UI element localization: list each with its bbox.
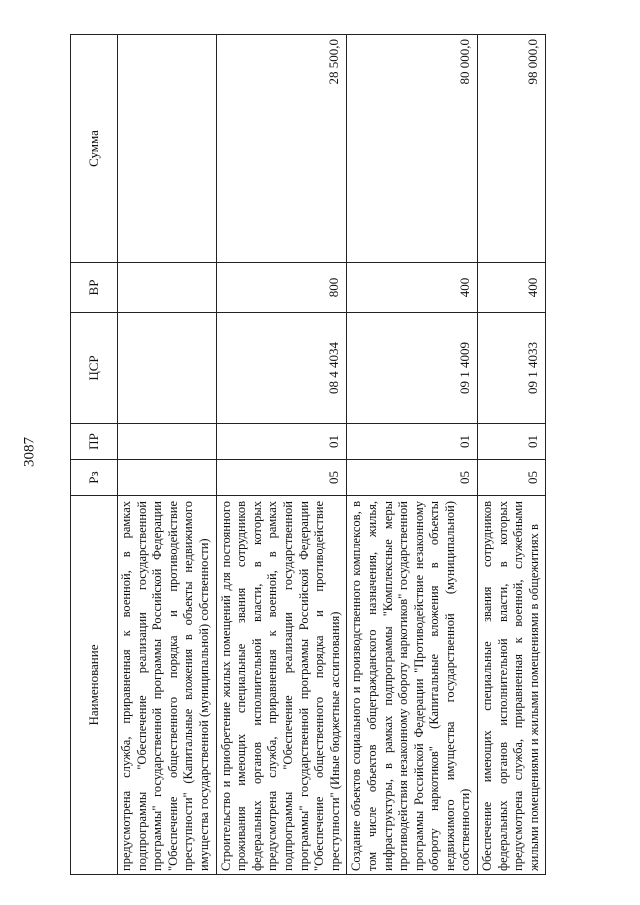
- row-vr: 800: [216, 263, 347, 313]
- row-pr: 01: [347, 424, 478, 460]
- row-rz: [118, 460, 217, 496]
- table-row: [347, 35, 478, 875]
- row-vr: 400: [478, 263, 546, 313]
- row-sum: 28 500,0: [216, 35, 347, 263]
- header-pr: ПР: [71, 424, 118, 460]
- row-csr: 09 1 4033: [478, 313, 546, 424]
- row-sum: [118, 35, 217, 263]
- header-vr: ВР: [71, 263, 118, 313]
- rotated-page: [70, 35, 615, 875]
- row-pr: 01: [478, 424, 546, 460]
- row-vr: [118, 263, 217, 313]
- row-csr: 09 1 4009: [347, 313, 478, 424]
- row-pr: 01: [216, 424, 347, 460]
- row-sum: 80 000,0: [347, 35, 478, 263]
- row-rz: 05: [478, 460, 546, 496]
- row-csr: 08 4 4034: [216, 313, 347, 424]
- row-sum: 98 000,0: [478, 35, 546, 263]
- budget-table: [70, 34, 546, 875]
- row-vr: 400: [347, 263, 478, 313]
- row-pr: [118, 424, 217, 460]
- table-row: [478, 35, 546, 875]
- table-row: [118, 35, 217, 875]
- row-name: Строительство и приобретение жилых помещений для постоянного проживания имеющих специальные звания сотрудников федеральных органов исполнительной власти, в которых предусмотрена служба, приравненная к военной, в рамках подпрограммы "Обеспечение реализации государственной программы" государственной программы Российской Федерации "Обеспечение общественного порядка и противодействие преступности" (Иные бюджетные ассигнования): [216, 496, 347, 875]
- row-name: Создание объектов социального и производственного комплексов, в том числе объектов общегражданского назначения, жилья, инфраструктуры, в рамках подпрограммы "Комплексные меры противодействия незаконному обороту наркотиков" государственной программы Российской Федерации "Противодействие незаконному обороту наркотиков" (Капитальные вложения в объекты недвижимого имущества государственной (муниципальной) собственности): [347, 496, 478, 875]
- row-name: предусмотрена служба, приравненная к военной, в рамках подпрограммы "Обеспечение реализации государственной программы" государственной программы Российской Федерации "Обеспечение общественного порядка и противодействие преступности" (Капитальные вложения в объекты недвижимого имущества государственной (муниципальной) собственности): [118, 496, 217, 875]
- row-rz: 05: [347, 460, 478, 496]
- row-rz: 05: [216, 460, 347, 496]
- header-csr: ЦСР: [71, 313, 118, 424]
- header-row: [71, 35, 118, 875]
- row-name: Обеспечение имеющих специальные звания сотрудников федеральных органов исполнительной власти, в которых предусмотрена служба, приравненная к военной, служебными жилыми помещениями и жилыми помещениями в общежитиях в: [478, 496, 546, 875]
- header-sum: Сумма: [71, 35, 118, 263]
- row-csr: [118, 313, 217, 424]
- table-row: [216, 35, 347, 875]
- header-rz: Рз: [71, 460, 118, 496]
- header-name: Наименование: [71, 496, 118, 875]
- page-number: 3087: [21, 437, 38, 467]
